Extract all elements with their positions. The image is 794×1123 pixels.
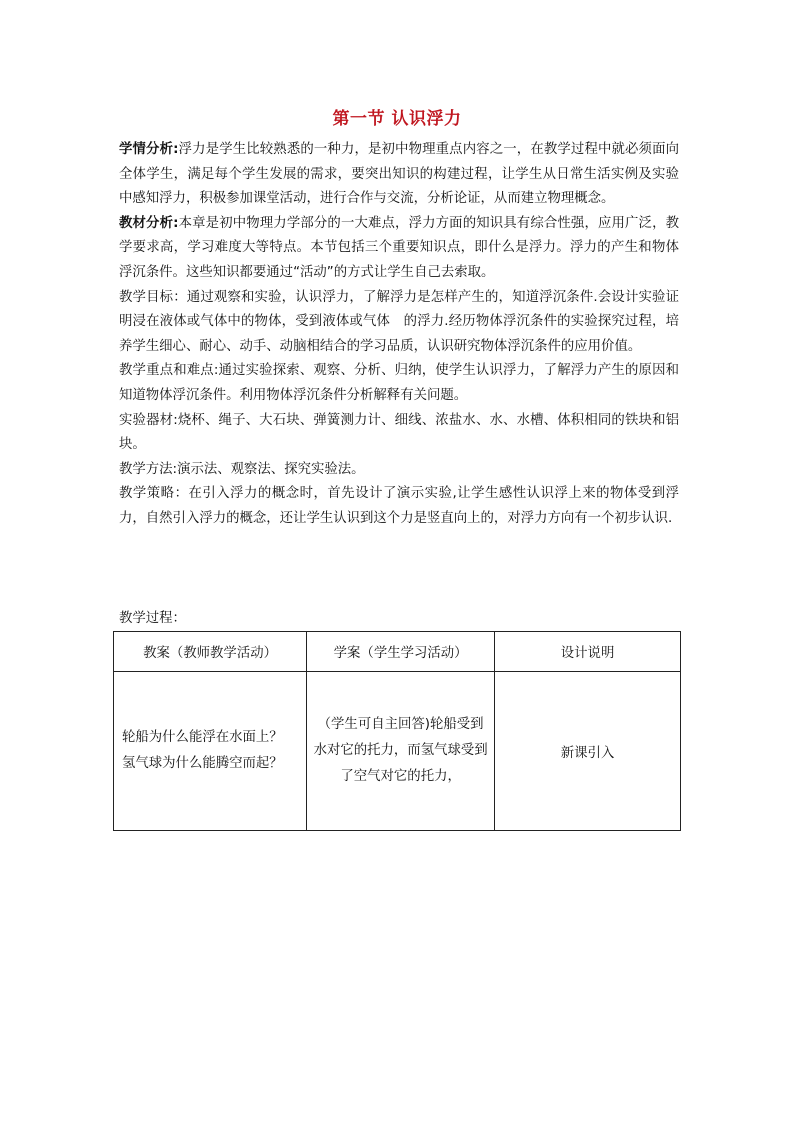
student-answer-line: 水对它的托力，而氢气球受到 xyxy=(313,743,488,758)
table-row xyxy=(114,672,681,831)
teacher-activity-cell xyxy=(114,672,307,831)
table-header-row xyxy=(114,632,681,672)
section-label: 学情分析: xyxy=(119,142,179,157)
section-text: 本章是初中物理力学部分的一大难点，浮力方面的知识具有综合性强，应用广泛，教学要求高，学习难度大等特点。本节包括三个重要知识点，即什么是浮力。浮力的产生和物体浮沉条件。这些知识都要通过“活动”的方式让学生自己去索取。 xyxy=(119,215,679,280)
section-text: 演示法、观察法、探究实验法。 xyxy=(177,461,365,477)
teacher-question: 氢气球为什么能腾空而起？ xyxy=(122,756,283,771)
section-teaching-goals xyxy=(119,286,679,360)
student-activity-cell xyxy=(307,672,495,831)
section-teaching-strategy xyxy=(119,482,679,531)
page-title: 第一节 认识浮力 xyxy=(332,109,462,129)
student-answer-line: （学生可自主回答)轮船受到 xyxy=(317,717,484,732)
section-equipment xyxy=(119,409,679,458)
table-header-student: 学案（学生学习活动） xyxy=(307,632,495,672)
section-label: 教学重点和难点: xyxy=(119,363,219,379)
section-label: 实验器材: xyxy=(119,412,178,428)
section-text: 通过观察和实验，认识浮力，了解浮力是怎样产生的，知道浮沉条件.会设计实验证明浸在液体或气体中的物体，受到液体或气体 的浮力.经历物体浮沉条件的实验探究过程，培养学生细心、耐心、动手、动脑相结合的学习品质，认识研究物体浮沉条件的应用价值。 xyxy=(119,289,679,354)
section-text: 通过实验探索、观察、分析、归纳，使学生认识浮力，了解浮力产生的原因和知道物体浮沉条件。利用物体浮沉条件分析解释有关问题。 xyxy=(119,363,680,403)
section-key-points xyxy=(119,359,679,408)
section-material-analysis xyxy=(119,212,679,286)
section-label: 教学目标： xyxy=(119,289,187,305)
lesson-plan-table xyxy=(113,631,681,831)
body-text xyxy=(119,138,679,532)
table-header-notes: 设计说明 xyxy=(495,632,681,672)
section-label: 教材分析: xyxy=(119,215,179,231)
process-label: 教学过程： xyxy=(119,611,186,626)
section-teaching-methods xyxy=(119,458,679,483)
section-label: 教学策略： xyxy=(119,486,189,502)
teacher-question: 轮船为什么能浮在水面上？ xyxy=(122,730,283,745)
design-note-cell: 新课引入 xyxy=(495,672,681,831)
section-text: 烧杯、绳子、大石块、弹簧测力计、细线、浓盐水、水、水槽、体积相同的铁块和铝块。 xyxy=(119,412,680,453)
section-student-analysis xyxy=(119,138,679,212)
section-text: 浮力是学生比较熟悉的一种力，是初中物理重点内容之一，在教学过程中就必须面向全体学生，满足每个学生发展的需求，要突出知识的构建过程，让学生从日常生活实例及实验中感知浮力，积极参加课堂活动，进行合作与交流，分析论证，从而建立物理概念。 xyxy=(119,142,679,207)
table-header-teacher: 教案（教师教学活动） xyxy=(114,632,307,672)
section-text: 在引入浮力的概念时，首先设计了演示实验,让学生感性认识浮上来的物体受到浮力，自然引入浮力的概念，还让学生认识到这个力是竖直向上的，对浮力方向有一个初步认识. xyxy=(119,486,679,526)
student-answer-line: 了空气对它的托力， xyxy=(340,769,461,784)
section-label: 教学方法: xyxy=(119,461,178,477)
